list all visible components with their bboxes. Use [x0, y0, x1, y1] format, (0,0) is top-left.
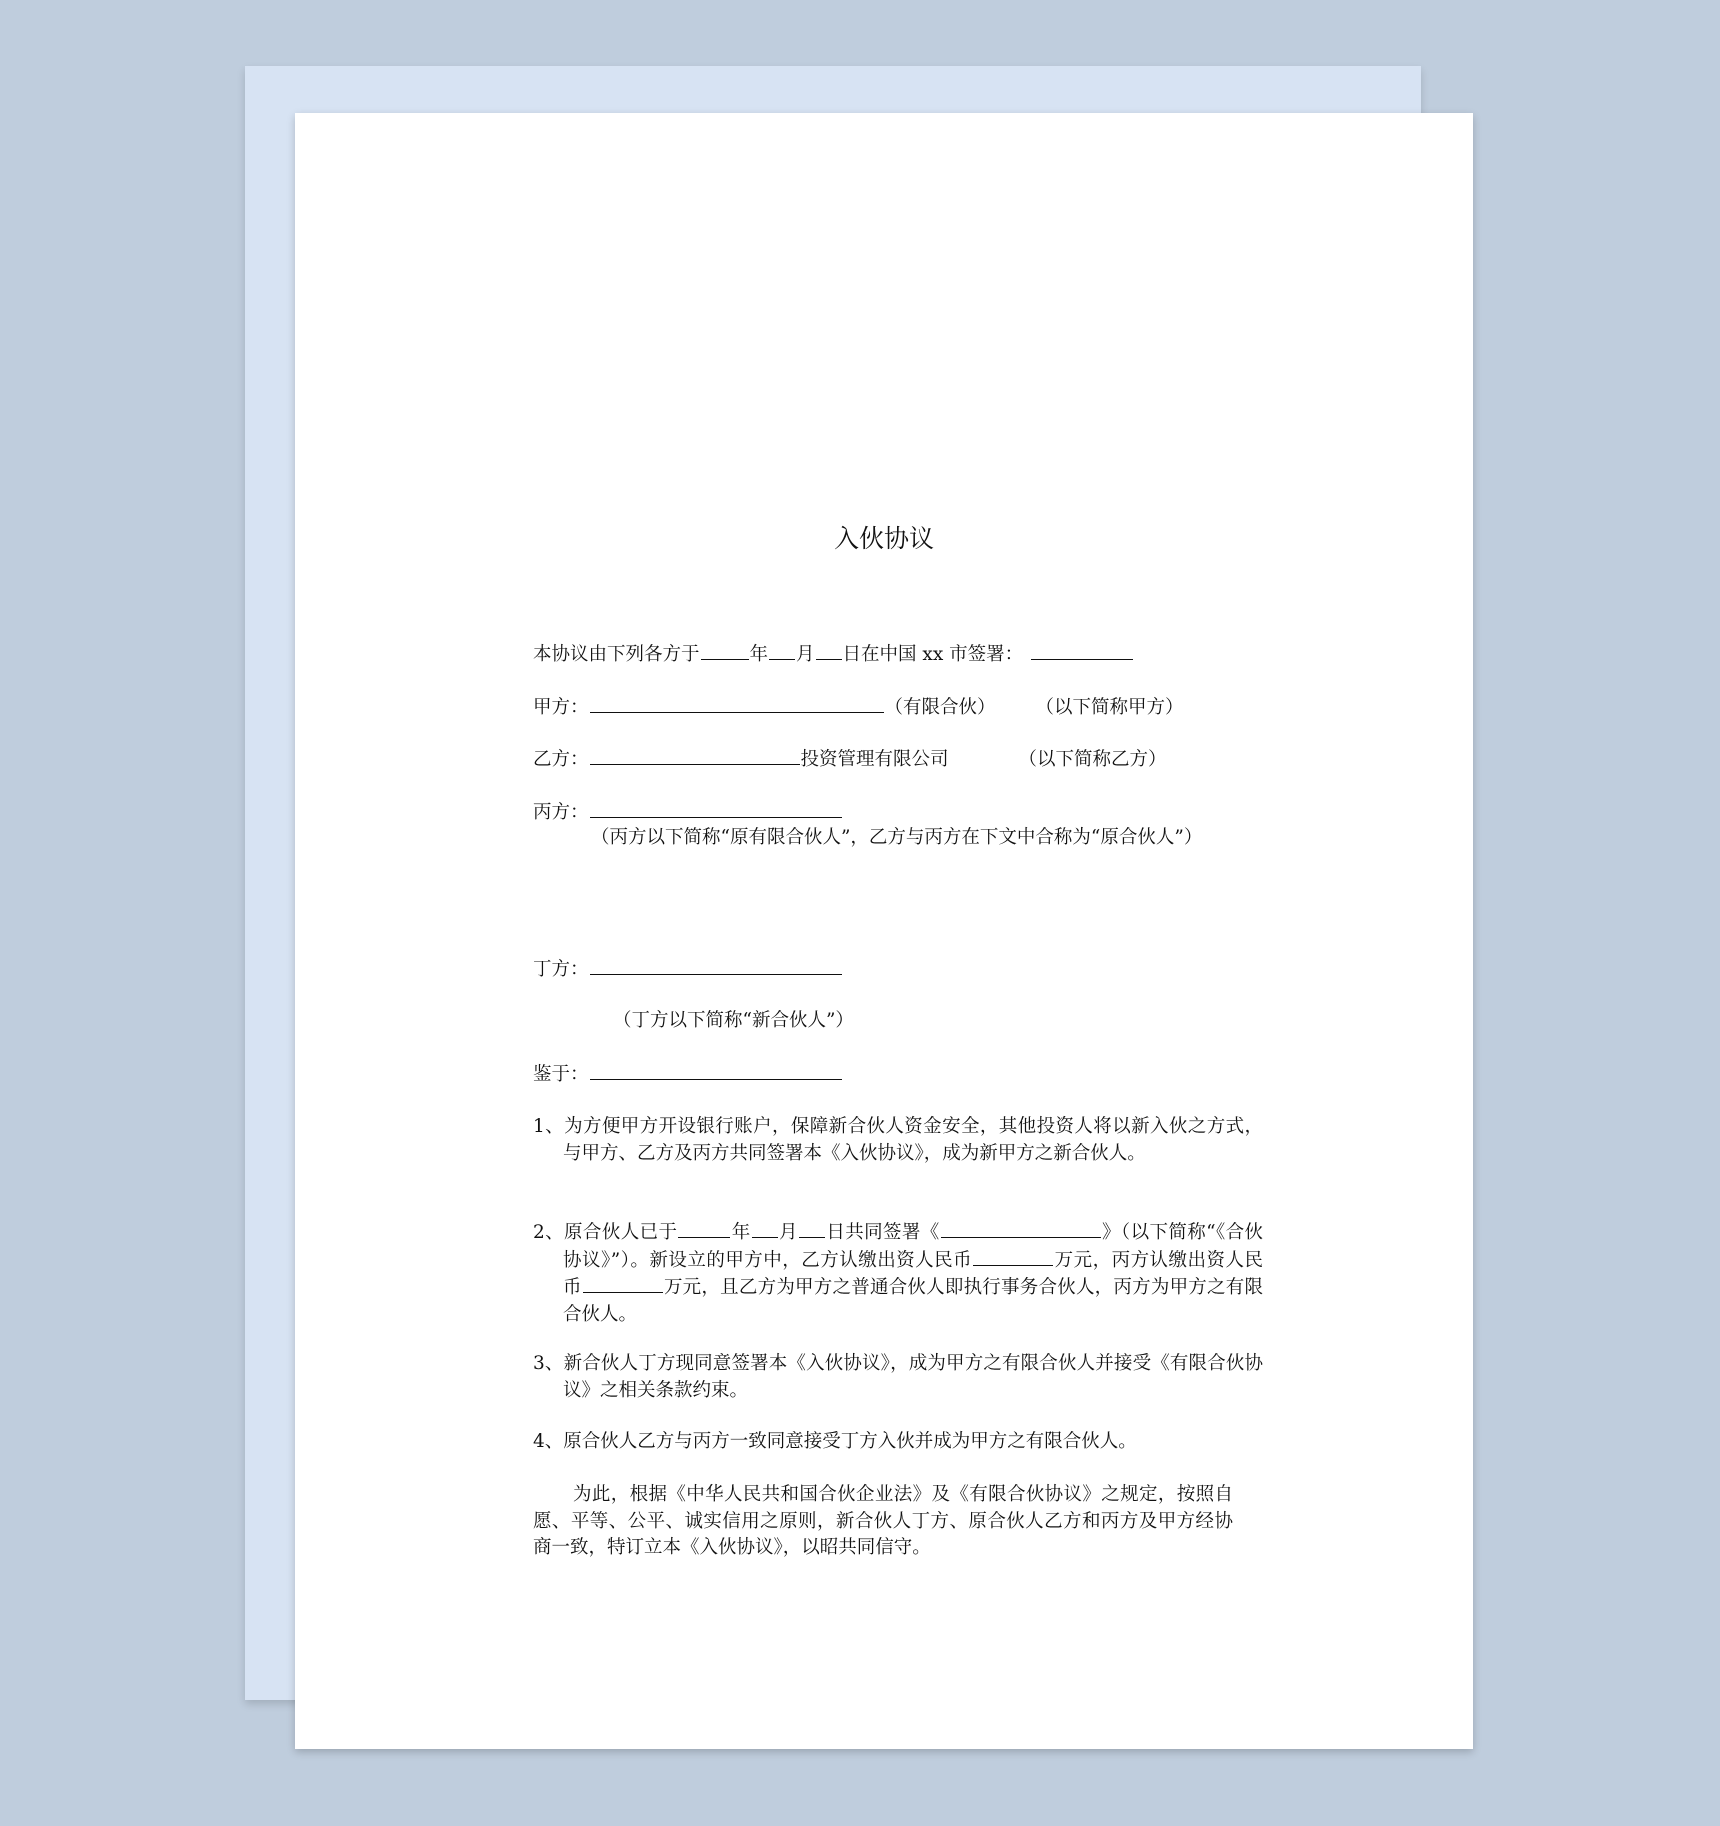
clause-2	[533, 1219, 1263, 1328]
document-title: 入伙协议	[833, 524, 934, 553]
amount-c-blank[interactable]	[583, 1274, 663, 1293]
clause-3: 3、新合伙人丁方现同意签署本《入伙协议》，成为甲方之有限合伙人并接受《有限合伙协议》之相关条款约束。	[533, 1353, 1263, 1401]
year-blank[interactable]	[701, 641, 749, 660]
label: 乙方：	[533, 749, 589, 770]
party-a-line	[533, 694, 1233, 722]
text: 日共同签署《	[825, 1222, 940, 1243]
label: 鉴于：	[533, 1064, 589, 1085]
amount-b-blank[interactable]	[973, 1247, 1053, 1266]
whereas-blank[interactable]	[590, 1061, 842, 1080]
party-c-blank[interactable]	[590, 799, 842, 818]
month-blank[interactable]	[752, 1219, 778, 1238]
label: 甲方：	[533, 697, 589, 718]
party-b-blank[interactable]	[590, 746, 800, 765]
text: （有限合伙）	[884, 697, 996, 718]
closing-paragraph: 为此，根据《中华人民共和国合伙企业法》及《有限合伙协议》之规定，按照自愿、平等、公平、诚实信用之原则，新合伙人丁方、原合伙人乙方和丙方及甲方经协商一致，特订立本《入伙协议》，以昭共同信守。	[533, 1484, 1233, 1558]
year-blank[interactable]	[678, 1219, 730, 1238]
text: 万元，且乙方为甲方之普通合伙人即执行事务合伙人，丙方为甲方之有限合伙人。	[563, 1277, 1263, 1325]
party-d-line	[533, 956, 1233, 984]
label: 丙方：	[533, 802, 589, 823]
text: 本协议由下列各方于	[533, 644, 700, 665]
day-blank[interactable]	[816, 641, 842, 660]
party-a-blank[interactable]	[590, 694, 884, 713]
party-c-note: （丙方以下简称“原有限合伙人”，乙方与丙方在下文中合称为“原合伙人”）	[591, 827, 1203, 848]
text: （以下简称乙方）	[1018, 749, 1167, 770]
text: 年	[749, 644, 769, 665]
label: 丁方：	[533, 959, 589, 980]
place-blank[interactable]	[1031, 641, 1133, 660]
whereas-line	[533, 1061, 1233, 1089]
day-blank[interactable]	[799, 1219, 825, 1238]
clause-4: 4、原合伙人乙方与丙方一致同意接受丁方入伙并成为甲方之有限合伙人。	[533, 1431, 1137, 1452]
text: 万元，丙方认缴出资人民币	[563, 1249, 1263, 1298]
text: 月	[796, 644, 815, 665]
text: 投资管理有限公司	[800, 749, 949, 770]
party-b-line	[533, 746, 1233, 774]
text: （以下简称甲方）	[1035, 697, 1184, 718]
text: 2、原合伙人已于	[533, 1222, 678, 1243]
document-page	[295, 113, 1473, 1749]
agreement-name-blank[interactable]	[941, 1219, 1101, 1238]
party-d-note: （丁方以下简称“新合伙人”）	[613, 1010, 854, 1031]
text: 》（以下简称“《合伙协议》”）。新设立的甲方中，乙方认缴出资人民币	[563, 1222, 1263, 1271]
text: 日在中国 xx 市签署：	[842, 644, 1024, 665]
party-c-line	[533, 799, 1233, 827]
signing-line	[533, 641, 1233, 669]
month-blank[interactable]	[769, 641, 795, 660]
text: 年	[731, 1222, 751, 1243]
party-d-blank[interactable]	[590, 956, 842, 975]
clause-1: 1、为方便甲方开设银行账户，保障新合伙人资金安全，其他投资人将以新入伙之方式，与甲方、乙方及丙方共同签署本《入伙协议》，成为新甲方之新合伙人。	[533, 1116, 1263, 1164]
text: 月	[778, 1222, 798, 1243]
